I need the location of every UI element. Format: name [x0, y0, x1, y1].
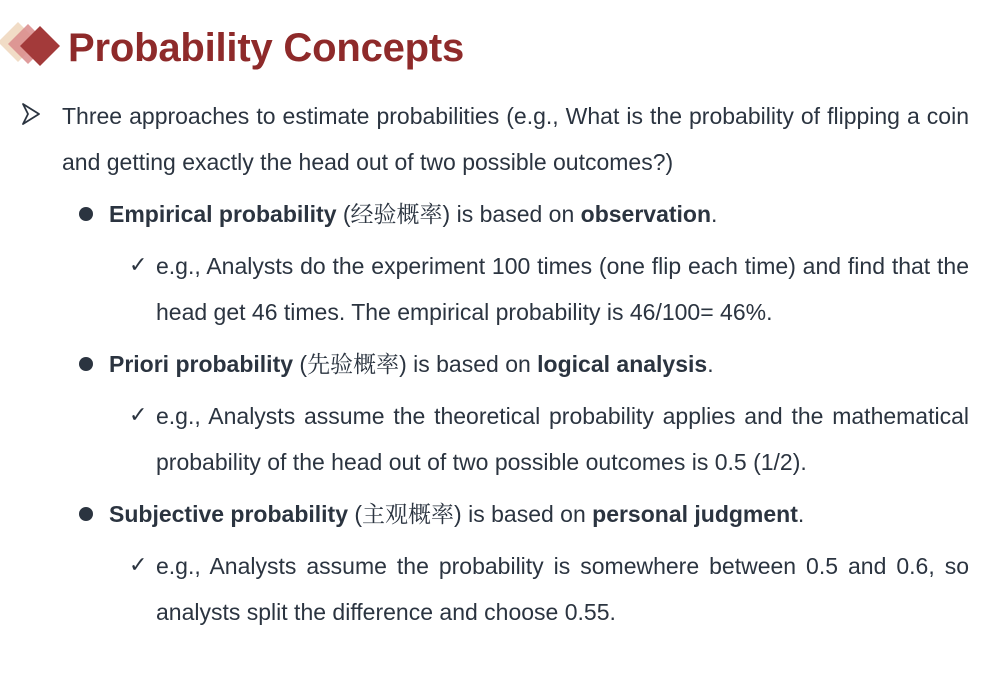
checkmark-icon: ✓ [129, 253, 148, 278]
intro-text: Three approaches to estimate probabilities (e.g., What is the probability of flipping a coin and getting exactly the head out of two possible outcomes?) [62, 103, 969, 175]
checkmark-icon: ✓ [129, 553, 148, 578]
arrowhead-bullet-icon [22, 103, 40, 125]
approach-basis: logical analysis [537, 351, 708, 377]
approach-item-priori [0, 341, 999, 387]
approach-chinese: (主观概率) [354, 501, 462, 527]
approach-end: . [707, 351, 714, 377]
approach-basis: observation [580, 201, 712, 227]
example-text: e.g., Analysts assume the theoretical probability applies and the mathematical probability of the head out of two possible outcomes is 0.5 (1/2). [156, 403, 969, 475]
approach-middle: is based on [450, 201, 581, 227]
approach-name: Priori probability [109, 351, 294, 377]
slide-content [0, 93, 999, 639]
approach-chinese: (经验概率) [342, 201, 451, 227]
checkmark-icon: ✓ [129, 403, 148, 428]
approach-name: Subjective probability [109, 501, 348, 527]
dot-bullet-icon [79, 207, 93, 221]
approach-name: Empirical probability [109, 201, 337, 227]
stacked-diamonds-icon [0, 20, 64, 76]
approach-basis: personal judgment [592, 501, 798, 527]
approach-chinese: (先验概率) [299, 351, 407, 377]
intro-item [0, 93, 999, 185]
example-text: e.g., Analysts do the experiment 100 times (one flip each time) and find that the head get 46 times. The empirical probability is 46/100= 46%. [156, 253, 969, 325]
approach-item-subjective [0, 491, 999, 537]
example-item-empirical [0, 243, 999, 335]
approach-end: . [797, 501, 805, 527]
title-row [0, 18, 999, 80]
dot-bullet-icon [79, 507, 93, 521]
approach-item-empirical [0, 191, 999, 237]
approach-middle: is based on [461, 501, 593, 527]
approach-middle: is based on [406, 351, 538, 377]
approach-end: . [711, 201, 718, 227]
example-item-subjective [0, 543, 999, 635]
example-text: e.g., Analysts assume the probability is somewhere between 0.5 and 0.6, so analysts split the difference and choose 0.55. [156, 553, 969, 625]
dot-bullet-icon [79, 357, 93, 371]
example-item-priori [0, 393, 999, 485]
page-title: Probability Concepts [68, 26, 465, 70]
